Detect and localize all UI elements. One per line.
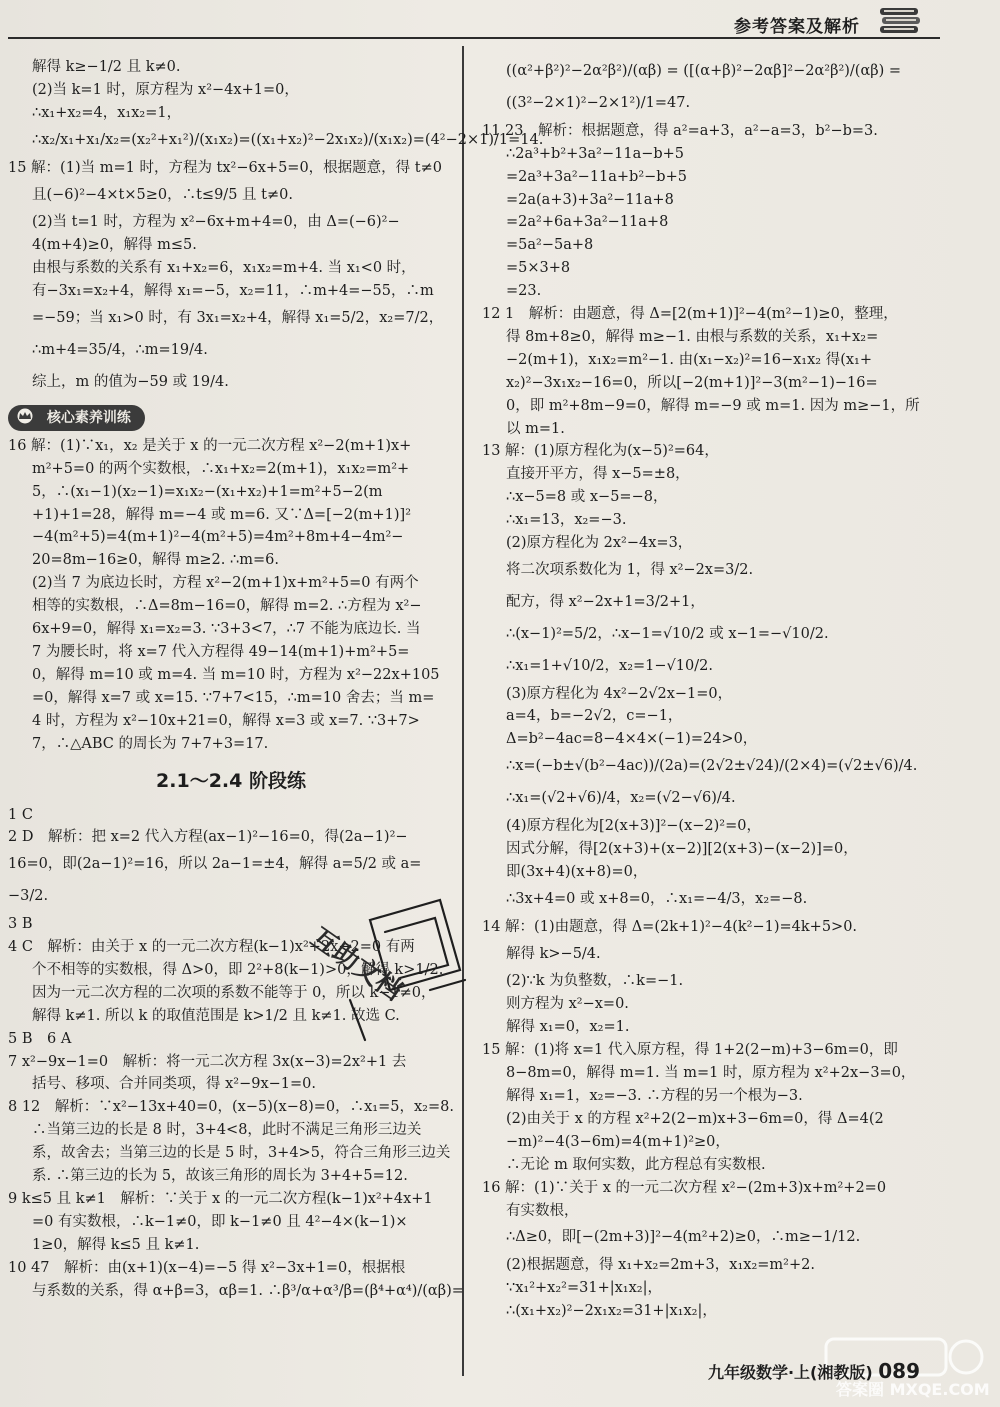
crown-icon [14,408,36,424]
text-line: 15 解：(1)将 x=1 代入原方程，得 1+2(2−m)+3−6m=0，即 [482,1042,898,1059]
text-line: 16 解：(1)∵关于 x 的一元二次方程 x²−(2m+3)x+m²+2=0 [482,1179,887,1196]
section-badge-label: 核心素养训练 [46,409,131,426]
stage-title: 2.1～2.4 阶段练 [156,769,306,792]
text-line: 配方，得 x²−2x+1=3/2+1， [506,593,705,610]
text-line: 7，∴△ABC 的周长为 7+7+3=17. [32,735,269,752]
text-line: ∵x₁²+x₂²=31+|x₁x₂|， [506,1280,662,1297]
text-line: m²+5=0 的两个实数根，∴x₁+x₂=2(m+1)，x₁x₂=m²+ [32,460,410,477]
text-line: =2a(a+3)+3a²−11a+8 [506,191,674,208]
text-line: 括号、移项、合并同类项，得 x²−9x−1=0. [32,1076,317,1093]
text-line: 得 8m+8≥0，解得 m≥−1. 由根与系数的关系，x₁+x₂= [506,328,879,345]
text-line: (2)∵k 为负整数，∴k=−1. [506,973,684,990]
header-rule [8,37,940,39]
book-stack-icon [878,4,922,40]
handwritten-stamp [290,880,480,1060]
text-line: ∴x−5=8 或 x−5=−8， [506,489,668,506]
right-column [482,56,952,1323]
text-line: 由根与系数的关系有 x₁+x₂=6，x₁x₂=m+4. 当 x₁<0 时， [32,260,416,277]
text-line: 9 k≤5 且 k≠1 解析：∵关于 x 的一元二次方程(k−1)x²+4x+1 [8,1190,433,1207]
text-line: (2)由关于 x 的方程 x²+2(2−m)x+3−6m=0，得 Δ=4(2 [506,1110,884,1127]
text-line: (4)原方程化为[2(x+3)]²−(x−2)²=0， [506,818,761,835]
header-title: 参考答案及解析 [734,17,860,37]
text-line: (2)根据题意，得 x₁+x₂=2m+3，x₁x₂=m²+2. [506,1257,815,1274]
page-header [0,0,1000,48]
text-line: ((3²−2×1)²−2×1²)/1=47. [506,94,691,111]
text-line: 8 12 解析：∵x²−13x+40=0，(x−5)(x−8)=0，∴x₁=5，x₂=8. [8,1099,454,1116]
text-line: 解得 k>−5/4. [506,945,601,962]
text-line: 将二次项系数化为 1，得 x²−2x=3/2. [506,562,754,578]
text-line: 相等的实数根，∴Δ=8m−16=0，解得 m=2. ∴方程为 x²− [32,598,422,615]
text-line: 5，∴(x₁−1)(x₂−1)=x₁x₂−(x₁+x₂)+1=m²+5−2(m [32,483,383,500]
text-line: x₂)²−3x₁x₂−16=0，所以[−2(m+1)]²−3(m²−1)−16= [506,374,878,391]
text-line: =2a³+3a²−11a+b²−b+5 [506,168,687,185]
text-line: ∴当第三边的长是 8 时，3+4<8，此时不满足三角形三边关 [32,1122,422,1139]
text-line: 即(3x+4)(x+8)=0， [506,863,648,880]
text-line: 14 解：(1)由题意，得 Δ=(2k+1)²−4(k²−1)=4k+5>0. [482,918,858,935]
text-line: 因式分解，得[2(x+3)+(x−2)][2(x+3)−(x−2)]=0， [506,840,858,857]
text-line: 有实数根， [506,1202,579,1219]
text-line: 3 B [8,916,33,933]
text-line: ∴无论 m 取何实数，此方程总有实数根. [506,1156,766,1173]
text-line: 8−8m=0，解得 m=1. 当 m=1 时，原方程为 x²+2x−3=0， [506,1065,916,1082]
text-line: 解得 x₁=0，x₂=1. [506,1019,630,1036]
text-line: 以 m=1. [506,420,565,437]
text-line: ∴3x+4=0 或 x+8=0，∴x₁=−4/3，x₂=−8. [506,890,808,907]
text-line: 20=8m−16≥0，解得 m≥2. ∴m=6. [32,552,279,569]
text-line: ∴2a³+b²+3a²−11a−b+5 [506,145,685,162]
stamp-text: 互助文档 [305,922,408,1007]
text-line: −4(m²+5)=4(m+1)²−4(m²+5)=4m²+8m+4−4m²− [32,529,404,546]
text-line: a=4，b=−2√2，c=−1， [506,708,683,725]
text-line: 15 解：(1)当 m=1 时，方程为 tx²−6x+5=0，根据题意，得 t≠0 [8,159,442,176]
text-line: 且(−6)²−4×t×5≥0，∴t≤9/5 且 t≠0. [32,186,293,203]
text-line: 与系数的关系，得 α+β=3，αβ=1. ∴β³/α+α³/β=(β⁴+α⁴)/(αβ)= [32,1282,464,1299]
text-line: =0 有实数根，∴k−1≠0，即 k−1≠0 且 4²−4×(k−1)× [32,1213,408,1230]
text-line: ∴x₁=1+√10/2，x₂=1−√10/2. [506,657,713,674]
footer-label: 九年级数学·上(湘教版) [707,1363,873,1382]
page-footer [708,1359,920,1383]
text-line: 1≥0，解得 k≤5 且 k≠1. [32,1236,200,1253]
text-line: (2)当 k=1 时，原方程为 x²−4x+1=0， [32,81,299,98]
text-line: 1 C [8,806,33,823]
text-line: +1)+1=28，解得 m=−4 或 m=6. 又∵Δ=[−2(m+1)]² [32,506,412,523]
text-line: 6x+9=0，解得 x₁=x₂=3. ∵3+3<7，∴7 不能为底边长. 当 [32,621,421,638]
text-line: =−59；当 x₁>0 时，有 3x₁=x₂+4，解得 x₁=5/2，x₂=7/2， [32,310,444,327]
text-line: =2a²+6a+3a²−11a+8 [506,214,669,231]
text-line: ∴x₁=13，x₂=−3. [506,512,627,529]
text-line: 解得 x₁=1，x₂=−3. ∴方程的另一个根为−3. [506,1088,803,1104]
text-line: −3/2. [8,888,49,905]
text-line: ∴Δ≥0，即[−(2m+3)]²−4(m²+2)≥0，∴m≥−1/12. [506,1229,861,1246]
text-line: 解得 k≠1. 所以 k 的取值范围是 k>1/2 且 k≠1. 故选 C. [32,1007,400,1024]
text-line: 10 47 解析：由(x+1)(x−4)=−5 得 x²−3x+1=0，根据根 [8,1259,406,1276]
text-line: 则方程为 x²−x=0. [506,996,629,1013]
text-line: (2)当 t=1 时，方程为 x²−6x+m+4=0，由 Δ=(−6)²− [32,214,400,231]
text-line: 有−3x₁=x₂+4，解得 x₁=−5，x₂=11，∴m+4=−55，∴m [32,283,434,300]
text-line: 11 23 解析：根据题意，得 a²=a+3，a²−a=3，b²−b=3. [482,122,878,139]
text-line: =0，解得 x=7 或 x=15. ∵7+7<15，∴m=10 舍去；当 m= [32,689,435,706]
text-line: (2)当 7 为底边长时，方程 x²−2(m+1)x+m²+5=0 有两个 [32,575,419,592]
text-line: ∴x₂/x₁+x₁/x₂=(x₂²+x₁²)/(x₁x₂)=((x₁+x₂)²−2x₁x₂)/(x₁x₂)=(4²−2×1)/1=14. [32,131,544,148]
text-line: 13 解：(1)原方程化为(x−5)²=64， [482,443,719,460]
text-line: =5a²−5a+8 [506,237,594,254]
text-line: 7 为腰长时，将 x=7 代入方程得 49−14(m+1)+m²+5= [32,643,410,660]
answer-block-mid [8,435,454,756]
section-badge [8,405,145,431]
text-line: 7 x²−9x−1=0 解析：将一元二次方程 3x(x−3)=2x²+1 去 [8,1053,407,1070]
text-line: 2 D 解析：把 x=2 代入方程(ax−1)²−16=0，得(2a−1)²− [8,829,408,846]
text-line: 16=0，即(2a−1)²=16，所以 2a−1=±4，解得 a=5/2 或 a= [8,856,422,873]
text-line: 4 C 解析：由关于 x 的一元二次方程(k−1)x²+2x−2=0 有两 [8,939,415,956]
text-line: 系，故舍去；当第三边的长是 5 时，3+4>5，符合三角形三边关 [32,1145,451,1162]
text-line: =23. [506,283,542,300]
text-line: =5×3+8 [506,260,571,277]
text-line: −m)²−4(3−6m)=4(m+1)²≥0， [506,1133,730,1150]
text-line: 直接开平方，得 x−5=±8， [506,466,690,483]
watermark-text: 答案圈 MXQE.COM [836,1380,990,1399]
text-line: ∴(x₁+x₂)²−2x₁x₂=31+|x₁x₂|， [506,1303,717,1320]
text-line: 因为一元二次方程的二次项的系数不能等于 0，所以 k−1≠0， [32,984,436,1001]
text-line: 16 解：(1)∵x₁，x₂ 是关于 x 的一元二次方程 x²−2(m+1)x+ [8,437,412,454]
text-line: 4(m+4)≥0，解得 m≤5. [32,237,197,254]
text-line: (3)原方程化为 4x²−2√2x−1=0， [506,685,733,702]
text-line: 个不相等的实数根，得 Δ>0，即 2²+8(k−1)>0，解得 k>1/2. [32,961,444,978]
text-line: 系. ∴第三边的长为 5，故该三角形的周长为 3+4+5=12. [32,1168,408,1185]
page-number: 089 [878,1359,920,1383]
text-line: 5 B 6 A [8,1030,72,1047]
text-line: 0，即 m²+8m−9=0，解得 m=−9 或 m=1. 因为 m≥−1，所 [506,397,920,414]
text-line: 12 1 解析：由题意，得 Δ=[2(m+1)]²−4(m²−1)≥0，整理， [482,306,898,323]
text-line: ∴x=(−b±√(b²−4ac))/(2a)=(2√2±√24)/(2×4)=(√2±√6)/4. [506,758,918,775]
text-line: (2)原方程化为 2x²−4x=3， [506,535,693,552]
text-line: −2(m+1)，x₁x₂=m²−1. 由(x₁−x₂)²=16−x₁x₂ 得(x₁+ [506,351,872,368]
text-line: ((α²+β²)²−2α²β²)/(αβ) = ([(α+β)²−2αβ]²−2α²β²)/(αβ) = [506,63,902,79]
text-line: ∴x₁=(√2+√6)/4，x₂=(√2−√6)/4. [506,790,736,807]
text-line: ∴x₁+x₂=4，x₁x₂=1， [32,104,182,121]
text-line: 解得 k≥−1/2 且 k≠0. [32,59,181,75]
text-line: 4 时，方程为 x²−10x+21=0，解得 x=3 或 x=7. ∵3+7> [32,712,420,729]
text-line: 0，解得 m=10 或 m=4. 当 m=10 时，方程为 x²−22x+105 [32,666,440,683]
text-line: ∴(x−1)²=5/2，∴x−1=√10/2 或 x−1=−√10/2. [506,625,829,642]
column-divider [462,46,464,1376]
text-line: 综上，m 的值为−59 或 19/4. [32,373,229,390]
text-line: ∴m+4=35/4，∴m=19/4. [32,341,208,358]
text-line: Δ=b²−4ac=8−4×4×(−1)=24>0， [506,731,758,748]
